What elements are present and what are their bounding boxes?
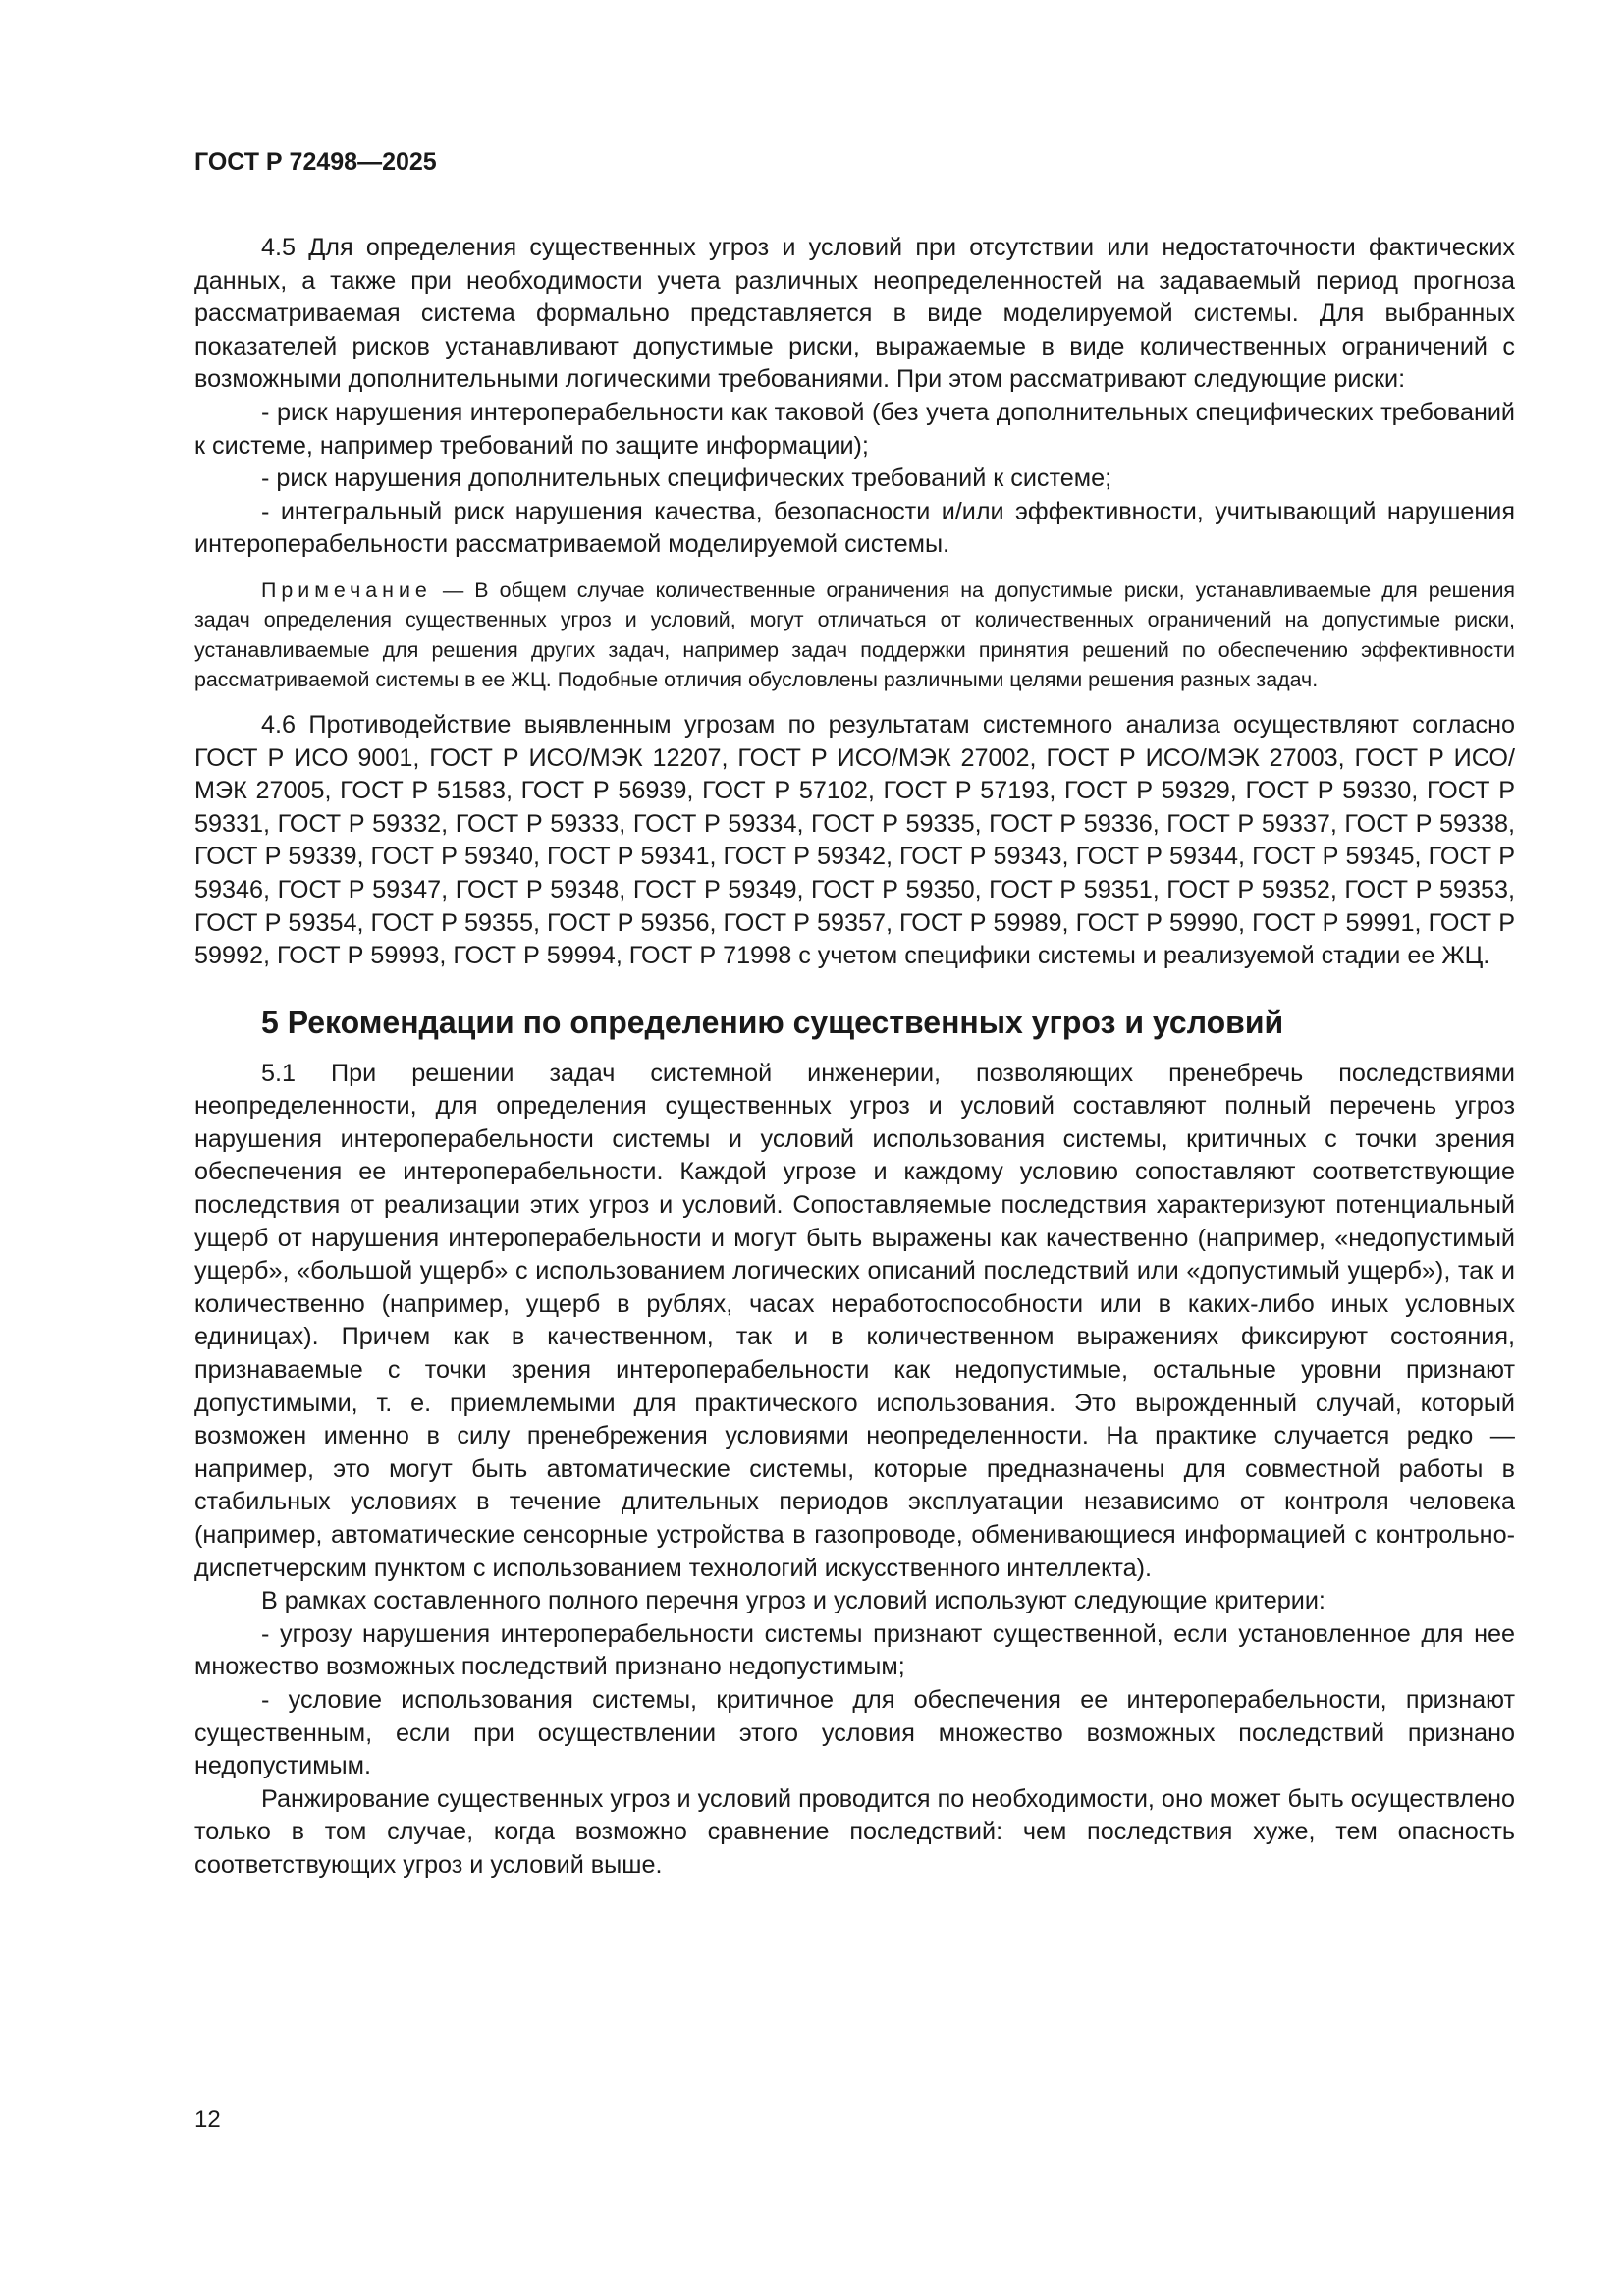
paragraph-5-1: 5.1 При решении задач системной инженерии, позволяющих пренебречь последствиями неопределенности, для определения существенных угроз и условий составляют полный перечень угроз нарушения интероперабельности системы и условий использования системы, критичных с точки зрения обеспечения ее интероперабельности. Каждой угрозе и каждому условию сопоставляют соответствующие последствия от реализации этих угроз и условий. Сопоставляемые последствия характеризуют потенциальный ущерб от нарушения интероперабельности и могут быть выражены как качественно (например, «недопустимый ущерб», «большой ущерб» с использованием логических описаний последствий или «допустимый ущерб»), так и количественно (например, ущерб в рублях, часах неработоспособности или в каких-либо иных условных единицах). Причем как в качественном, так и в количественном выражениях фиксируют состояния, признаваемые с точки зрения интероперабельности как недопустимые, остальные уровни признают допустимыми, т. е. приемлемыми для практического использования. Это вырожденный случай, который возможен именно в силу пренебрежения условиями неопределенности. На практике случается редко — например, это могут быть автоматические системы, которые предназначены для совместной работы в стабильных условиях в течение длительных периодов эксплуатации независимо от контроля человека (например, автоматические сенсорные устройства в газопроводе, обменивающиеся информацией с контрольно-диспетчерским пунктом с использованием технологий искусственного интеллекта).	[194, 1059, 1515, 1582]
paragraph-4-6: 4.6 Противодействие выявленным угрозам по результатам системного анализа осуществляют согласно ГОСТ Р ИСО 9001, ГОСТ Р ИСО/МЭК 12207, ГОСТ Р ИСО/МЭК 27002, ГОСТ Р ИСО/МЭК 27003, ГОСТ Р ИСО/МЭК 27005, ГОСТ Р 51583, ГОСТ Р 56939, ГОСТ Р 57102, ГОСТ Р 57193, ГОСТ Р 59329, ГОСТ Р 59330, ГОСТ Р 59331, ГОСТ Р 59332, ГОСТ Р 59333, ГОСТ Р 59334, ГОСТ Р 59335, ГОСТ Р 59336, ГОСТ Р 59337, ГОСТ Р 59338, ГОСТ Р 59339, ГОСТ Р 59340, ГОСТ Р 59341, ГОСТ Р 59342, ГОСТ Р 59343, ГОСТ Р 59344, ГОСТ Р 59345, ГОСТ Р 59346, ГОСТ Р 59347, ГОСТ Р 59348, ГОСТ Р 59349, ГОСТ Р 59350, ГОСТ Р 59351, ГОСТ Р 59352, ГОСТ Р 59353, ГОСТ Р 59354, ГОСТ Р 59355, ГОСТ Р 59356, ГОСТ Р 59357, ГОСТ Р 59989, ГОСТ Р 59990, ГОСТ Р 59991, ГОСТ Р 59992, ГОСТ Р 59993, ГОСТ Р 59994, ГОСТ Р 71998 с учетом специфики системы и реализуемой стадии ее ЖЦ.	[194, 710, 1515, 970]
paragraph-ranking: Ранжирование существенных угроз и условий проводится по необходимости, оно может быть осуществлено только в том случае, когда возможно сравнение последствий: чем последствия хуже, тем опасность соответствующих угроз и условий выше.	[194, 1784, 1515, 1879]
note-label: Примечание	[261, 577, 432, 602]
criteria-item-1: - угрозу нарушения интероперабельности системы признают существенной, если установленное для нее множество возможных последствий признано недопустимым;	[194, 1619, 1515, 1681]
paragraph-criteria-intro: В рамках составленного полного перечня угроз и условий используют следующие критерии:	[261, 1587, 1325, 1615]
risk-item-3: - интегральный риск нарушения качества, безопасности и/или эффективности, учитывающий нарушения интероперабельности рассматриваемой моделируемой системы.	[194, 497, 1515, 559]
note-text: — В общем случае количественные ограничения на допустимые риски, устанавливаемые для решения задач определения существенных угроз и условий, могут отличаться от количественных ограничений на допустимые риски, устанавливаемые для решения других задач, например задач поддержки принятия решений по обеспечению эффективности рассматриваемой системы в ее ЖЦ. Подобные отличия обусловлены различными целями решения разных задач.	[194, 577, 1515, 692]
risk-item-2: - риск нарушения дополнительных специфических требований к системе;	[261, 465, 1112, 493]
document-header: ГОСТ Р 72498—2025	[194, 148, 437, 176]
note	[194, 575, 1515, 695]
risk-item-1: - риск нарушения интероперабельности как таковой (без учета дополнительных специфических требований к системе, например требований по защите информации);	[194, 398, 1515, 460]
document-page	[194, 147, 1515, 1883]
criteria-item-2: - условие использования системы, критичное для обеспечения ее интероперабельности, признают существенным, если при осуществлении этого условия множество возможных последствий признано недопустимым.	[194, 1685, 1515, 1780]
paragraph-4-5: 4.5 Для определения существенных угроз и условий при отсутствии или недостаточности фактических данных, а также при необходимости учета различных неопределенностей на задаваемый период прогноза рассматриваемая система формально представляется в виде моделируемой системы. Для выбранных показателей рисков устанавливают допустимые риски, выражаемые в виде количественных ограничений с возможными дополнительными логическими требованиями. При этом рассматривают следующие риски:	[194, 234, 1515, 394]
page-number: 12	[194, 2106, 221, 2133]
section-5-title: 5 Рекомендации по определению существенных угроз и условий	[261, 1004, 1284, 1040]
